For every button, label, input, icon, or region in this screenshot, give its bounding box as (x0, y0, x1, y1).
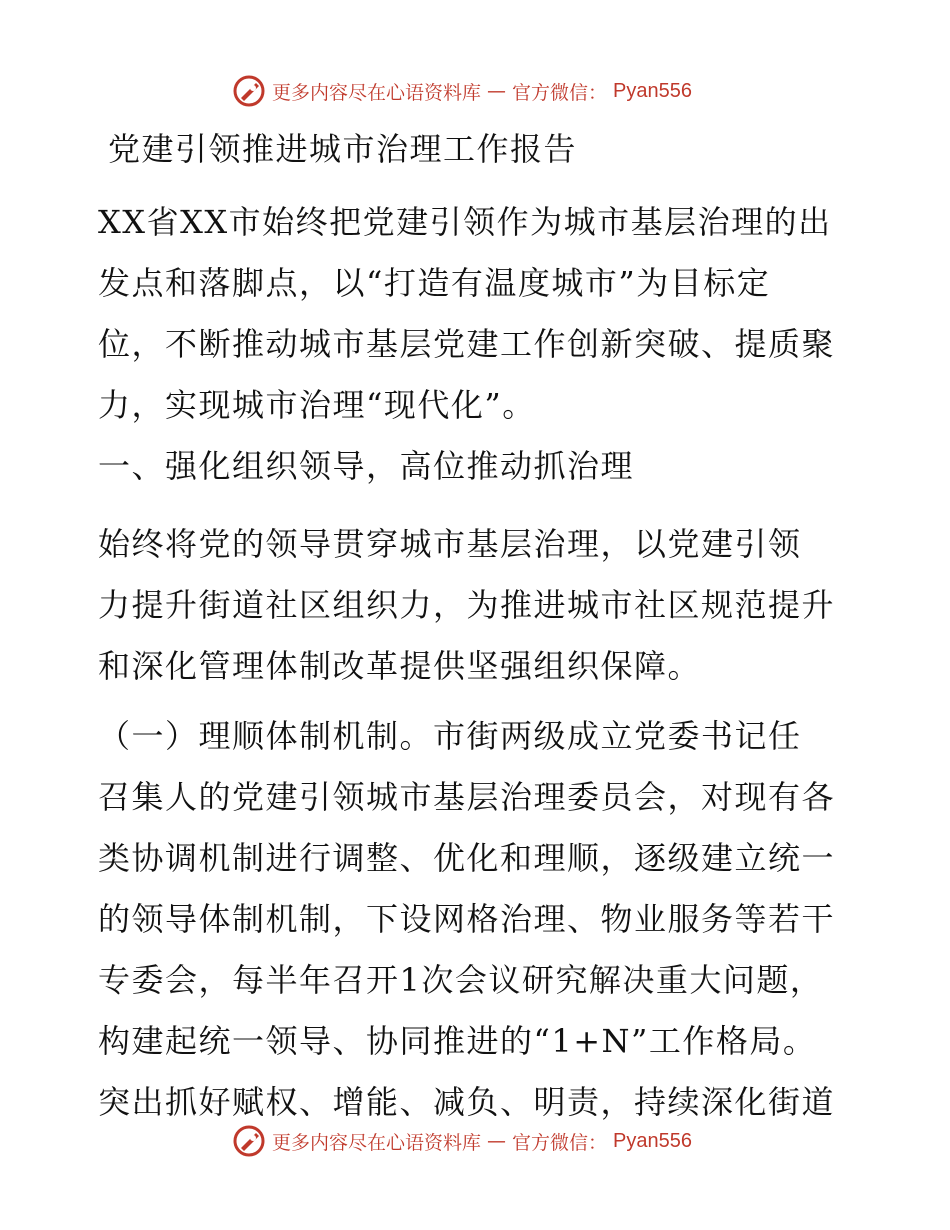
section-paragraph (98, 514, 858, 697)
watermark-text: 更多内容尽在心语资料库 (272, 1131, 482, 1154)
watermark-header (232, 74, 692, 108)
logo-icon (232, 1124, 266, 1158)
text-line: （一）理顺体制机制。市街两级成立党委书记任 (98, 717, 802, 755)
watermark-text: 更多内容尽在心语资料库 (272, 81, 482, 104)
text-line: 召集人的党建引领城市基层治理委员会，对现有各 (98, 778, 836, 816)
heading-line: 一、强化组织领导，高位推动抓治理 (98, 447, 635, 485)
text-line: 力提升街道社区组织力，为推进城市社区规范提升 (98, 586, 836, 624)
text-line: 突出抓好赋权、增能、减负、明责，持续深化街道 (98, 1083, 836, 1121)
text-line: 发点和落脚点，以“打造有温度城市”为目标定 (98, 264, 771, 302)
text-line: 类协调机制进行调整、优化和理顺，逐级建立统一 (98, 839, 836, 877)
watermark-separator: — (487, 1130, 507, 1152)
document-title: 党建引领推进城市治理工作报告 (108, 130, 578, 168)
text-line: 专委会，每半年召开1次会议研究解决重大问题， (98, 961, 824, 999)
subsection-paragraph (98, 706, 858, 1133)
watermark-separator: — (487, 80, 507, 102)
watermark-wechat-id: Pyan556 (613, 1129, 692, 1152)
watermark-wechat-id: Pyan556 (613, 79, 692, 102)
text-line: 构建起统一领导、协同推进的“1+N”工作格局。 (98, 1022, 817, 1060)
section-heading (98, 436, 858, 497)
watermark-label: 官方微信： (512, 1131, 608, 1154)
watermark-footer (232, 1124, 692, 1158)
text-line: XX省XX市始终把党建引领作为城市基层治理的出 (98, 203, 832, 241)
text-line: 和深化管理体制改革提供坚强组织保障。 (98, 647, 702, 685)
text-line: 始终将党的领导贯穿城市基层治理，以党建引领 (98, 525, 802, 563)
text-line: 的领导体制机制，下设网格治理、物业服务等若干 (98, 900, 836, 938)
intro-paragraph (98, 192, 858, 436)
text-line: 力，实现城市治理“现代化”。 (98, 386, 536, 424)
watermark-label: 官方微信： (512, 81, 608, 104)
logo-icon (232, 74, 266, 108)
text-line: 位，不断推动城市基层党建工作创新突破、提质聚 (98, 325, 836, 363)
